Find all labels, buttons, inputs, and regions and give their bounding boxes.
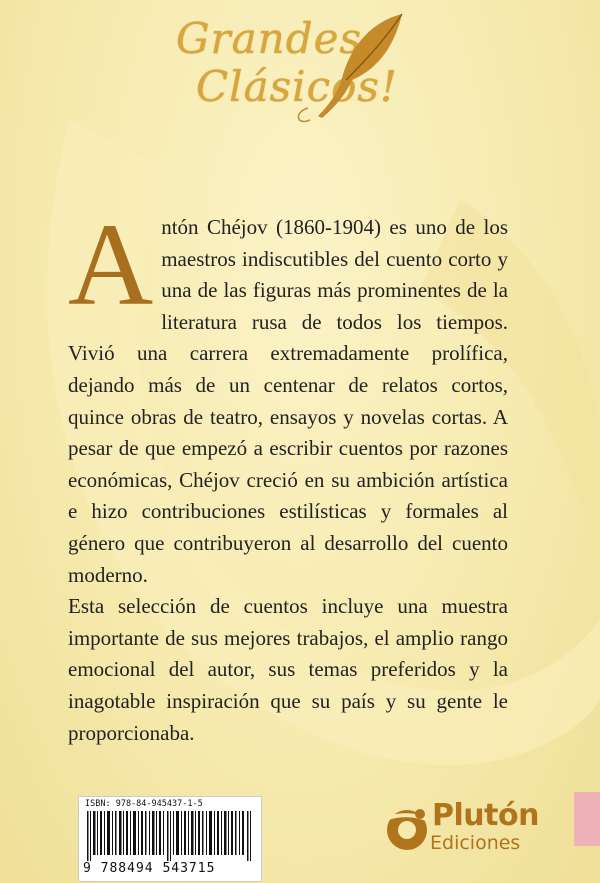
barcode xyxy=(78,796,262,882)
series-title-line-1: Grandes xyxy=(176,14,363,63)
description-paragraph-1 xyxy=(68,199,508,591)
barcode-number: 9 788494 543715 xyxy=(83,861,216,876)
series-title-line-2: Clásicos! xyxy=(196,62,398,111)
description-paragraph-2: Esta selección de cuentos incluye una muestra importante de sus mejores trabajos, el amplio rango emocional del autor, sus temas preferidos y la inagotable inspiración que su país y su gente le proporcionaba. xyxy=(68,594,508,745)
description-paragraph-1-text: ntón Chéjov (1860-1904) es uno de los maestros indiscutibles del cuento corto y una de las figuras más prominentes de la literatura rusa de todos los tiempos. Vivió una carrera extremadamente prolífica, dejando más de un centenar de relatos cortos, quince obras de teatro, ensayos y novelas cortas. A pesar de que empezó a escribir cuentos por razones económicas, Chéjov creció en su ambición artística e hizo contribuciones estilísticas y formales al género que contribuyeron al desarrollo del cuento moderno. xyxy=(68,215,508,587)
barcode-bars xyxy=(85,811,255,861)
isbn-label: ISBN: 978-84-945437-1-5 xyxy=(85,799,203,809)
drop-cap-letter: A xyxy=(68,199,154,330)
publisher-name: Plutón xyxy=(432,798,539,833)
quill-icon xyxy=(290,8,410,128)
back-cover-description xyxy=(68,199,508,749)
pluton-logo-icon xyxy=(382,804,432,854)
publisher-subtitle: Ediciones xyxy=(430,832,521,854)
edge-sticker xyxy=(574,792,600,846)
